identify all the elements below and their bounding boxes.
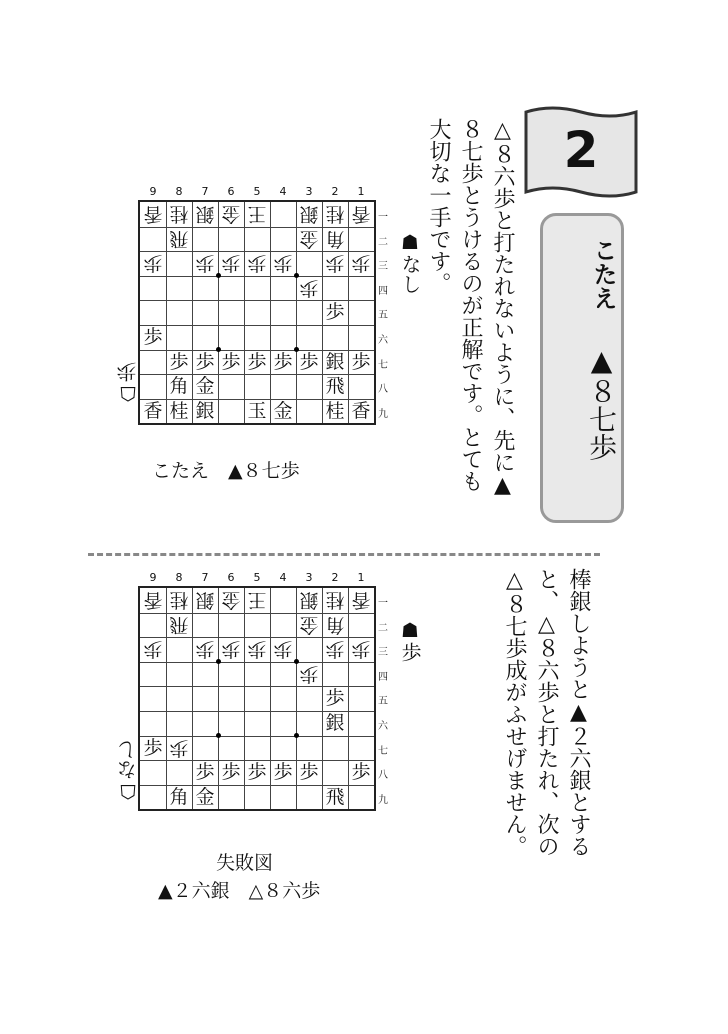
sente-hand-mark-icon: ☗ (398, 230, 422, 254)
sente-piece: 角 (169, 375, 189, 398)
row-label: 四 (378, 671, 388, 683)
gote-piece: 王 (247, 589, 267, 611)
sente-piece: 歩 (299, 761, 319, 784)
sente-piece: 歩 (195, 350, 215, 373)
divider (88, 553, 600, 556)
column-label: 6 (227, 185, 235, 198)
column-label: 3 (305, 185, 313, 198)
gote-piece: 歩 (247, 638, 267, 661)
gote-piece: 歩 (273, 252, 293, 275)
board-caption-answer: こたえ ▲８七歩 (152, 460, 300, 482)
answer-box (540, 213, 624, 523)
column-label: 5 (253, 571, 261, 584)
gote-piece: 香 (143, 203, 163, 225)
sente-piece: 歩 (325, 301, 345, 324)
row-label: 七 (378, 745, 388, 757)
sente-piece: 歩 (195, 761, 215, 784)
column-label: 1 (357, 571, 365, 584)
sente-piece: 桂 (325, 399, 345, 422)
column-label: 8 (175, 185, 183, 198)
board-star-point (294, 733, 299, 738)
gote-hand-pieces: なし (116, 740, 140, 780)
column-label: 7 (201, 185, 209, 198)
bottom-line-3: △８七歩成がふせげません。 (502, 568, 527, 857)
column-label: 2 (331, 185, 339, 198)
gote-piece: 飛 (169, 227, 189, 250)
gote-piece: 歩 (351, 252, 371, 275)
grid-line (270, 202, 271, 423)
row-label: 二 (378, 622, 388, 634)
row-label: 一 (378, 598, 388, 609)
answer-move: ▲８七歩 (585, 344, 618, 461)
gote-piece: 歩 (143, 638, 163, 661)
gote-piece: 歩 (195, 252, 215, 275)
column-label: 7 (201, 571, 209, 584)
sente-hand-pieces: 歩 (398, 642, 422, 662)
row-label: 九 (378, 408, 388, 420)
row-label: 九 (378, 794, 388, 806)
sente-piece: 銀 (325, 350, 345, 373)
sente-piece: 香 (351, 399, 371, 422)
gote-piece: 銀 (195, 203, 215, 225)
row-label: 八 (378, 770, 388, 782)
gote-piece: 歩 (273, 638, 293, 661)
gote-piece: 歩 (221, 638, 241, 661)
grid-line (218, 202, 219, 423)
top-explanation (422, 118, 518, 538)
sente-piece: 香 (143, 399, 163, 422)
gote-piece: 桂 (325, 589, 345, 611)
column-label: 4 (279, 185, 287, 198)
gote-piece: 桂 (325, 203, 345, 225)
gote-piece: 歩 (221, 252, 241, 275)
gote-piece: 角 (325, 227, 345, 250)
gote-piece: 歩 (195, 638, 215, 661)
gote-piece: 歩 (325, 252, 345, 275)
sente-hand-pieces: なし (398, 254, 422, 294)
column-label: 6 (227, 571, 235, 584)
grid-line (140, 276, 374, 277)
column-label: 9 (149, 185, 157, 198)
row-label: 三 (378, 261, 388, 273)
sente-piece: 角 (169, 785, 189, 808)
sente-piece: 歩 (247, 350, 267, 373)
gote-hand-mark-icon: ☖ (116, 780, 140, 804)
column-label: 9 (149, 571, 157, 584)
row-label: 四 (378, 285, 388, 297)
sente-piece: 歩 (169, 350, 189, 373)
column-label: 4 (279, 571, 287, 584)
gote-piece: 歩 (351, 638, 371, 661)
row-label: 五 (378, 696, 388, 708)
sente-hand-mark-icon: ☗ (398, 618, 422, 642)
sente-piece: 歩 (221, 761, 241, 784)
gote-piece: 銀 (299, 203, 319, 225)
gote-piece: 歩 (325, 638, 345, 661)
sente-piece: 歩 (247, 761, 267, 784)
gote-piece: 飛 (169, 613, 189, 636)
sente-piece: 銀 (195, 399, 215, 422)
bottom-line-2: と、△８六歩と打たれ、次の (534, 568, 559, 857)
row-label: 六 (378, 335, 388, 346)
sente-piece: 歩 (325, 687, 345, 710)
gote-piece: 歩 (299, 276, 319, 299)
sente-piece: 金 (195, 785, 215, 808)
board-caption-failure-1: 失敗図 (216, 852, 274, 874)
grid-line (244, 202, 245, 423)
row-label: 八 (378, 384, 388, 396)
top-line-1: △８六歩と打たれないように、先に▲ (490, 118, 515, 498)
gote-piece: 桂 (169, 589, 189, 611)
sente-piece: 歩 (273, 761, 293, 784)
gote-hand-pieces: 歩 (116, 362, 140, 382)
gote-piece: 金 (221, 589, 241, 611)
column-label: 3 (305, 571, 313, 584)
board-star-point (216, 733, 221, 738)
sente-hand-bottom (396, 618, 425, 662)
gote-piece: 歩 (143, 252, 163, 275)
gote-piece: 金 (299, 613, 319, 636)
gote-hand-bottom (113, 740, 142, 804)
gote-piece: 歩 (247, 252, 267, 275)
gote-piece: 桂 (169, 203, 189, 225)
gote-piece: 銀 (195, 589, 215, 611)
gote-hand-top (113, 362, 142, 406)
row-label: 五 (378, 310, 388, 322)
sente-piece: 金 (195, 375, 215, 398)
sente-piece: 歩 (351, 350, 371, 373)
gote-piece: 角 (325, 613, 345, 636)
row-label: 六 (378, 721, 388, 732)
gote-hand-mark-icon: ☖ (116, 382, 140, 406)
sente-piece: 歩 (299, 350, 319, 373)
column-label: 5 (253, 185, 261, 198)
bottom-line-1: 棒銀しようと▲２六銀とする (566, 568, 591, 857)
row-label: 二 (378, 236, 388, 248)
bottom-explanation (498, 568, 594, 898)
grid-line (140, 325, 374, 326)
sente-piece: 飛 (325, 375, 345, 398)
gote-piece: 銀 (299, 589, 319, 611)
sente-piece: 玉 (247, 399, 267, 422)
gote-piece: 歩 (169, 736, 189, 759)
top-line-3: 大切な一手です。 (426, 118, 451, 294)
gote-piece: 香 (143, 589, 163, 611)
column-label: 8 (175, 571, 183, 584)
sente-piece: 歩 (221, 350, 241, 373)
column-label: 1 (357, 185, 365, 198)
gote-piece: 香 (351, 589, 371, 611)
sente-piece: 歩 (273, 350, 293, 373)
sente-piece: 歩 (351, 761, 371, 784)
gote-piece: 王 (247, 203, 267, 225)
gote-piece: 金 (299, 227, 319, 250)
sente-piece: 飛 (325, 785, 345, 808)
column-label: 2 (331, 571, 339, 584)
sente-piece: 桂 (169, 399, 189, 422)
row-label: 一 (378, 212, 388, 223)
top-line-2: ８七歩とうけるのが正解です。とても (458, 118, 483, 492)
sente-piece: 銀 (325, 712, 345, 734)
row-label: 三 (378, 647, 388, 659)
row-label: 七 (378, 359, 388, 371)
grid-line (348, 202, 349, 423)
gote-piece: 金 (221, 203, 241, 225)
sente-piece: 金 (273, 399, 293, 422)
sente-piece: 歩 (143, 326, 163, 348)
gote-piece: 歩 (299, 662, 319, 685)
gote-piece: 香 (351, 203, 371, 225)
answer-label: こたえ (589, 238, 617, 310)
board-caption-failure-2: ▲２六銀 △８六歩 (158, 880, 321, 902)
problem-number: 2 (563, 121, 599, 179)
sente-hand-top (396, 230, 425, 294)
grid-line (140, 662, 374, 663)
sente-piece: 歩 (143, 736, 163, 759)
